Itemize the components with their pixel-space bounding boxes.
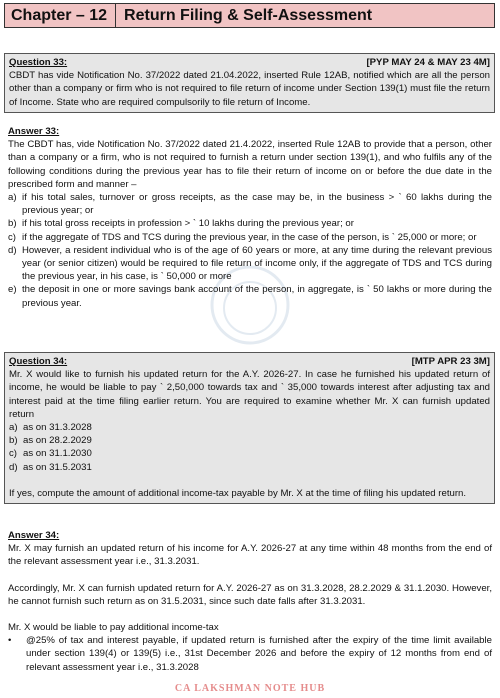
answer-33-label: Answer 33: [8, 126, 60, 137]
question-34-box [4, 352, 495, 504]
answer-33 [8, 125, 492, 310]
question-34-text: Mr. X would like to furnish his updated return for the A.Y. 2026-27. In case he furnished his updated return of income, he would be liable to pay ` 2,50,000 towards tax and ` 35,000 towards interest after adjusting tax and interest paid at the time filing earlier return. You are required to examine whether Mr. X can furnish updated return [9, 369, 490, 420]
option-item: d) as on 31.5.2031 [9, 461, 92, 473]
question-34-closing: If yes, compute the amount of additional income-tax payable by Mr. X at the time of filing his updated return. [9, 487, 467, 499]
chapter-header [4, 3, 495, 28]
option-item: c) as on 31.1.2030 [9, 448, 92, 460]
footer-watermark: CA LAKSHMAN NOTE HUB [174, 683, 326, 694]
list-item: a) if his total sales, turnover or gross receipts, as the case may be, in the business > ` 60 lakhs during the previous year; or [8, 192, 492, 217]
question-33-tag: [PYP MAY 24 & MAY 23 4M] [366, 57, 490, 68]
bullet-item: • @25% of tax and interest payable, if updated return is furnished after the expiry of the time limit available under section 139(4) or 139(5) i.e., 31st December 2026 and before the expiry of 12 months from end of relevant assessment year i.e., 31.3.2028 [8, 635, 492, 673]
question-34-label: Question 34: [9, 356, 68, 367]
answer-34-label: Answer 34: [8, 530, 60, 541]
list-item: c) if the aggregate of TDS and TCS during the previous year, in the case of the person, is ` 25,000 or more; or [8, 231, 477, 243]
question-33-box [4, 53, 495, 113]
list-item: e) the deposit in one or more savings bank account of the person, in aggregate, is ` 50 lakhs or more during the previous year. [8, 284, 492, 309]
answer-34-para-1: Mr. X may furnish an updated return of his income for A.Y. 2026-27 at any time within 48 months from the end of the relevant assessment year i.e., 31.3.2031. [8, 543, 492, 568]
answer-34-para-3: Mr. X would be liable to pay additional income-tax [8, 622, 219, 634]
list-item: d) However, a resident individual who is of the age of 60 years or more, at any time during the relevant previous year (or senior citizen) would be required to file return of income only, if the aggregate of TDS and TCS during the previous year, in his case, is ` 50,000 or more [8, 244, 492, 283]
bullet-icon: • [8, 635, 12, 647]
question-33-label: Question 33: [9, 57, 68, 68]
option-item: a) as on 31.3.2028 [9, 422, 92, 434]
answer-33-intro: The CBDT has, vide Notification No. 37/2022 dated 21.4.2022, inserted Rule 12AB to provide that a person, other than a company or a firm, who is not required to furnish a return under section 139(1), and who fulfils any of the following conditions during the previous year has to file their return of income on or before the due date in the prescribed form and manner – [8, 139, 492, 190]
chapter-title: Return Filing & Self-Assessment [124, 6, 373, 24]
list-item: b) if his total gross receipts in profession > ` 10 lakhs during the previous year; or [8, 218, 354, 230]
question-34-tag: [MTP APR 23 3M] [411, 356, 490, 367]
question-33-text: CBDT has vide Notification No. 37/2022 dated 21.04.2022, inserted Rule 12AB, notified which are all the person other than a company or firm who is not required to file return of income under Section 139(1) must file the return of Income. State who are required compulsorily to file return of Income. [9, 70, 490, 108]
chapter-number: Chapter – 12 [5, 4, 116, 27]
option-item: b) as on 28.2.2029 [9, 435, 92, 447]
answer-34 [8, 529, 492, 674]
answer-34-para-2: Accordingly, Mr. X can furnish updated return for A.Y. 2026-27 as on 31.3.2028, 28.2.2029 & 31.1.2030. However, he cannot furnish such return as on 31.5.2031, since such date falls after 31.3.2031. [8, 582, 492, 607]
